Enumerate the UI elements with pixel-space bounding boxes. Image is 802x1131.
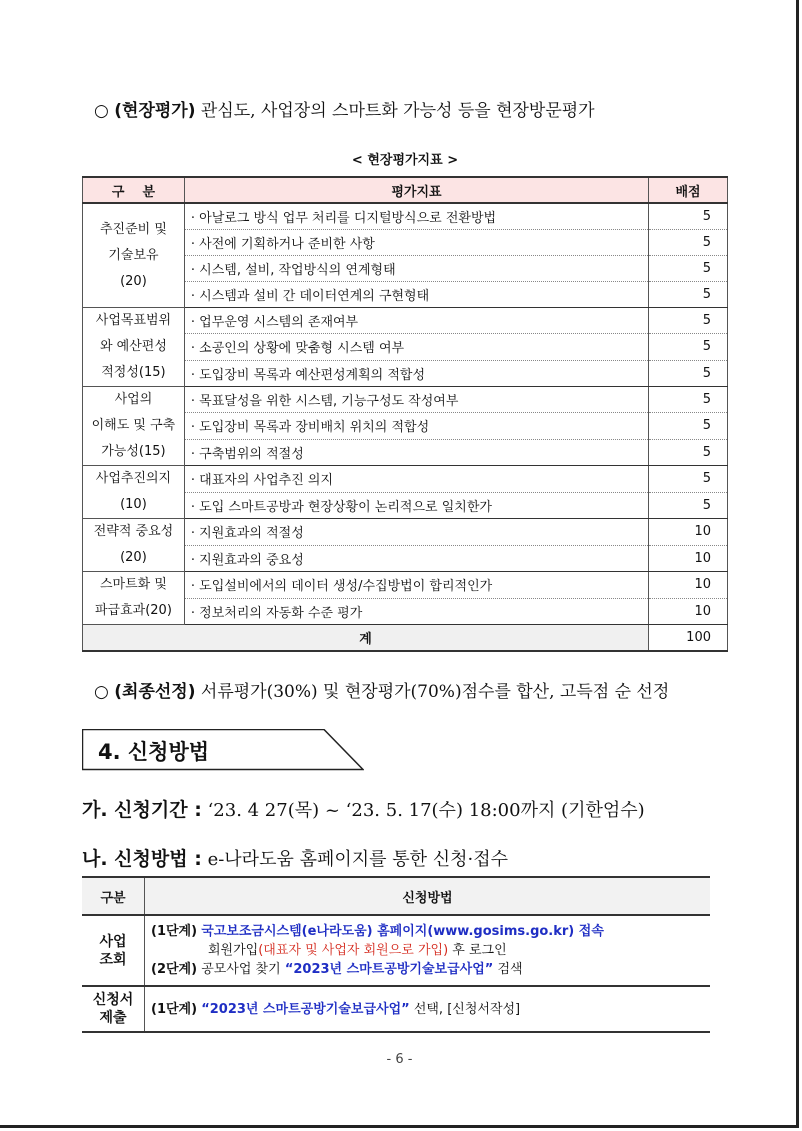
table-row bbox=[83, 572, 728, 599]
site-eval-text: 관심도, 사업장의 스마트화 가능성 등을 현장방문평가 bbox=[200, 101, 595, 121]
category-line: (20) bbox=[120, 273, 147, 289]
score-cell: 5 bbox=[649, 203, 728, 230]
site-eval-label: (현장평가) bbox=[114, 101, 196, 121]
final-selection-label: (최종선정) bbox=[114, 682, 196, 702]
program-name: “2023년 스마트공방기술보급사업” bbox=[284, 962, 494, 977]
step-text: 선택, [신청서작성] bbox=[409, 1001, 521, 1017]
application-method-line bbox=[82, 844, 508, 871]
step-line bbox=[151, 960, 704, 979]
score-cell: 5 bbox=[649, 492, 728, 519]
score-cell: 5 bbox=[649, 334, 728, 360]
indicator-cell: · 사전에 기획하거나 준비한 사항 bbox=[184, 230, 648, 256]
category-line: 사업추진의지 bbox=[95, 471, 172, 486]
application-method-table bbox=[82, 876, 710, 1033]
score-cell: 10 bbox=[649, 572, 728, 599]
application-period-label: 가. 신청기간 : bbox=[82, 799, 202, 821]
category-line: 파급효과(20) bbox=[94, 603, 172, 618]
category-line: 사업목표범위 bbox=[95, 313, 172, 328]
step-line bbox=[151, 922, 704, 941]
indicator-cell: · 업무운영 시스템의 존재여부 bbox=[184, 308, 648, 334]
score-cell: 5 bbox=[649, 387, 728, 413]
step-highlight: (대표자 및 사업자 회원으로 가입) bbox=[258, 943, 449, 958]
category-line: 스마트화 및 bbox=[99, 577, 167, 592]
site-link-text: 국고보조금시스템(e나라도움) 홈페이지(www.gosims.go.kr) 접속 bbox=[201, 924, 604, 939]
indicator-cell: · 정보처리의 자동화 수준 평가 bbox=[184, 598, 648, 625]
header-indicator: 평가지표 bbox=[184, 177, 648, 203]
application-method-text: e-나라도움 홈페이지를 통한 신청·접수 bbox=[207, 849, 509, 870]
category-line: (10) bbox=[120, 497, 147, 512]
score-cell: 5 bbox=[649, 466, 728, 493]
step-text: 검색 bbox=[493, 962, 523, 977]
step-text: 공모사업 찾기 bbox=[201, 962, 285, 977]
category-line: 전략적 중요성 bbox=[93, 524, 174, 539]
table-row bbox=[83, 308, 728, 334]
apply-row-search bbox=[82, 915, 710, 986]
application-method-label: 나. 신청방법 : bbox=[82, 848, 202, 870]
section-heading-box bbox=[82, 729, 362, 769]
apply-row-search-value bbox=[145, 915, 711, 986]
category-line: 추진준비 및 bbox=[99, 221, 167, 237]
score-cell: 5 bbox=[649, 282, 728, 308]
bullet: ○ bbox=[94, 101, 109, 121]
indicator-cell: · 도입장비 목록과 장비배치 위치의 적합성 bbox=[184, 413, 648, 439]
section-title: 4. 신청방법 bbox=[98, 740, 210, 764]
category-cell bbox=[83, 387, 185, 466]
table-header-row bbox=[83, 177, 728, 203]
indicator-cell: · 도입 스마트공방과 현장상황이 논리적으로 일치한가 bbox=[184, 492, 648, 519]
score-cell: 5 bbox=[649, 230, 728, 256]
header-category: 구 분 bbox=[83, 177, 185, 203]
category-cell bbox=[83, 203, 185, 308]
step-label: (1단계) bbox=[151, 1001, 198, 1017]
category-cell bbox=[83, 466, 185, 519]
score-cell: 5 bbox=[649, 360, 728, 386]
category-line: (20) bbox=[120, 550, 147, 565]
indicator-cell: · 시스템, 설비, 작업방식의 연계형태 bbox=[184, 256, 648, 282]
table-row bbox=[83, 203, 728, 230]
table-row bbox=[83, 466, 728, 493]
category-cell bbox=[83, 572, 185, 625]
step-line bbox=[151, 941, 704, 960]
apply-row-submit bbox=[82, 986, 710, 1032]
indicator-cell: · 도입장비 목록과 예산편성계획의 적합성 bbox=[184, 360, 648, 386]
key-line-2: 조회 bbox=[99, 951, 127, 968]
header-score: 배점 bbox=[649, 177, 728, 203]
score-cell: 10 bbox=[649, 545, 728, 572]
program-name: “2023년 스마트공방기술보급사업” bbox=[201, 1001, 410, 1017]
apply-row-submit-key bbox=[82, 986, 145, 1032]
category-line: 적정성(15) bbox=[101, 365, 166, 380]
step-text: 후 로그인 bbox=[448, 943, 507, 958]
step-text: 회원가입 bbox=[208, 943, 259, 958]
apply-row-search-key bbox=[82, 915, 145, 986]
category-line: 이해도 및 구축 bbox=[91, 418, 176, 433]
indicator-cell: · 목표달성을 위한 시스템, 기능구성도 작성여부 bbox=[184, 387, 648, 413]
indicator-cell: · 대표자의 사업추진 의지 bbox=[184, 466, 648, 493]
final-selection-line bbox=[94, 677, 669, 702]
category-cell bbox=[83, 519, 185, 572]
score-cell: 5 bbox=[649, 439, 728, 465]
apply-header-k: 구분 bbox=[82, 877, 145, 915]
indicator-cell: · 소공인의 상황에 맞춤형 시스템 여부 bbox=[184, 334, 648, 360]
indicator-cell: · 지원효과의 중요성 bbox=[184, 545, 648, 572]
bullet: ○ bbox=[94, 682, 109, 702]
category-line: 기술보유 bbox=[108, 247, 159, 263]
score-cell: 5 bbox=[649, 308, 728, 334]
apply-row-submit-value bbox=[145, 986, 711, 1032]
score-cell: 5 bbox=[649, 256, 728, 282]
site-eval-line bbox=[94, 96, 595, 121]
application-period-line bbox=[82, 795, 645, 822]
score-cell: 10 bbox=[649, 598, 728, 625]
table-caption: < 현장평가지표 > bbox=[351, 153, 459, 168]
total-score: 100 bbox=[649, 625, 728, 652]
category-line: 와 예산편성 bbox=[99, 339, 167, 354]
score-cell: 10 bbox=[649, 519, 728, 546]
key-line-1: 사업 bbox=[99, 933, 127, 950]
total-label: 계 bbox=[83, 625, 649, 652]
apply-header-row bbox=[82, 877, 710, 915]
table-row bbox=[83, 519, 728, 546]
score-cell: 5 bbox=[649, 413, 728, 439]
apply-header-v: 신청방법 bbox=[145, 877, 711, 915]
category-line: 가능성(15) bbox=[101, 444, 166, 459]
step-label: (2단계) bbox=[151, 962, 198, 977]
indicator-cell: · 지원효과의 적절성 bbox=[184, 519, 648, 546]
step-label: (1단계) bbox=[151, 924, 198, 939]
indicator-cell: · 구축범위의 적절성 bbox=[184, 439, 648, 465]
category-cell bbox=[83, 308, 185, 387]
table-row bbox=[83, 387, 728, 413]
indicator-cell: · 아날로그 방식 업무 처리를 디지털방식으로 전환방법 bbox=[184, 203, 648, 230]
indicator-cell: · 시스템과 설비 간 데이터연계의 구현형태 bbox=[184, 282, 648, 308]
indicator-cell: · 도입설비에서의 데이터 생성/수집방법이 합리적인가 bbox=[184, 572, 648, 599]
total-row bbox=[83, 625, 728, 652]
key-line-1: 신청서 bbox=[92, 992, 134, 1008]
category-line: 사업의 bbox=[114, 392, 153, 407]
key-line-2: 제출 bbox=[99, 1010, 127, 1026]
site-eval-table bbox=[82, 176, 728, 652]
final-selection-text: 서류평가(30%) 및 현장평가(70%)점수를 합산, 고득점 순 선정 bbox=[200, 682, 670, 702]
application-period-text: ‘23. 4 27(목) ~ ‘23. 5. 17(수) 18:00까지 (기한엄수) bbox=[207, 800, 645, 821]
page-number: - 6 - bbox=[386, 1052, 413, 1067]
